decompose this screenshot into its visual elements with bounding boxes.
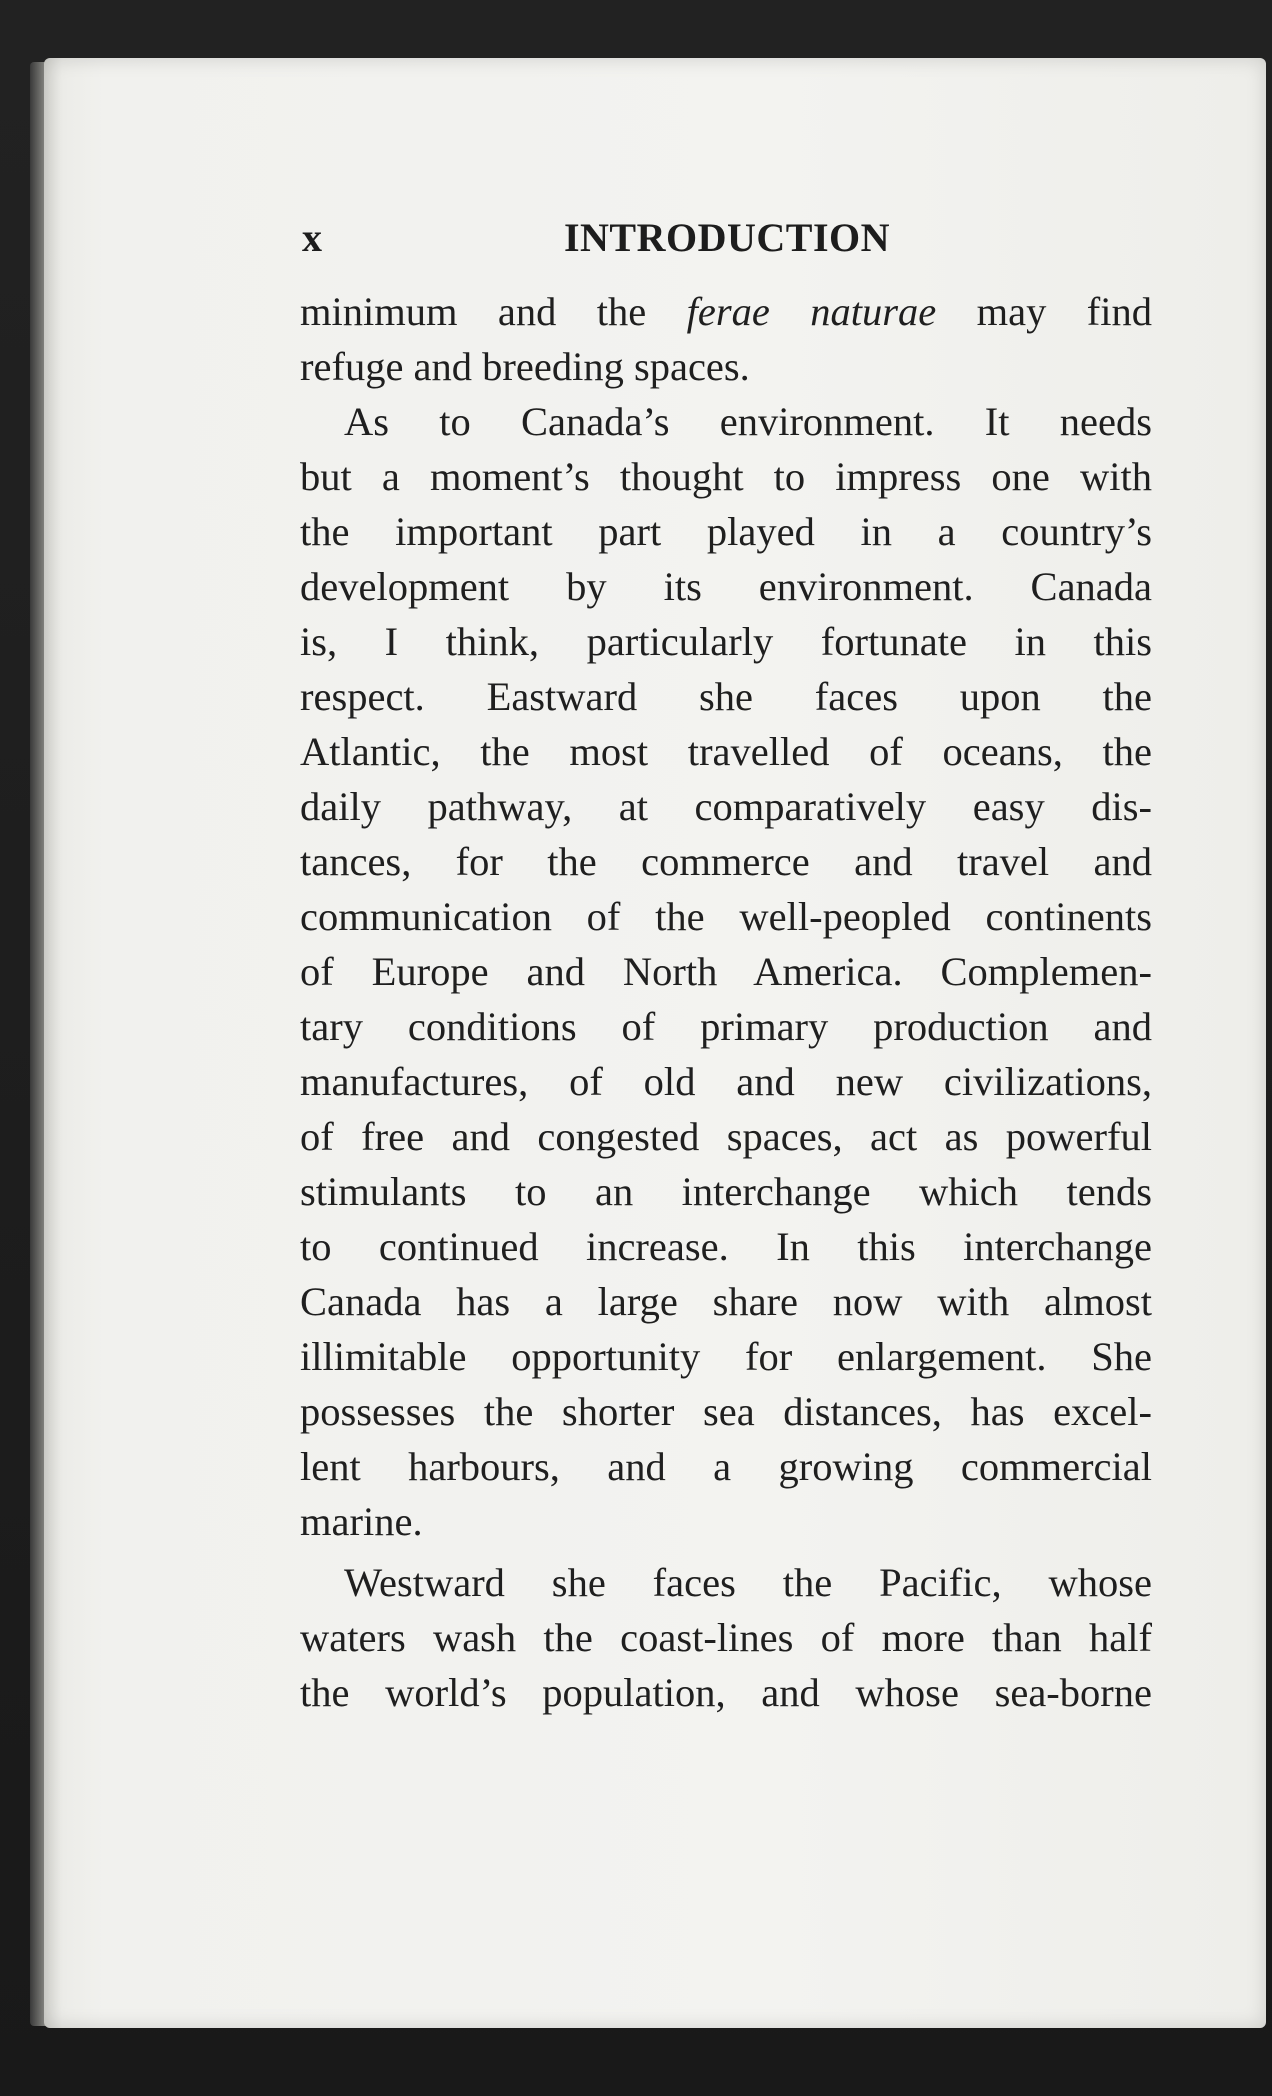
text-line: waters wash the coast-lines of more than half xyxy=(300,1615,1152,1660)
text-line: Atlantic, the most travelled of oceans, the xyxy=(300,729,1152,774)
text-line: of Europe and North America. Complemen- xyxy=(300,949,1152,994)
text-line: stimulants to an interchange which tends xyxy=(300,1169,1152,1214)
text-line: but a moment’s thought to impress one with xyxy=(300,454,1152,499)
text-line: tances, for the commerce and travel and xyxy=(300,839,1152,884)
text-line: possesses the shorter sea distances, has excel- xyxy=(300,1389,1152,1434)
body-text xyxy=(300,284,1152,1720)
text-line: development by its environment. Canada xyxy=(300,564,1152,609)
running-title: INTRODUCTION xyxy=(563,215,891,260)
text-line: Westward she faces the Pacific, whose xyxy=(344,1560,1152,1605)
italic-latin-term: ferae naturae xyxy=(686,289,937,334)
text-line: of free and congested spaces, act as powerful xyxy=(300,1114,1152,1159)
page-header xyxy=(302,214,1152,274)
text-line: tary conditions of primary production and xyxy=(300,1004,1152,1049)
text-line: daily pathway, at comparatively easy dis- xyxy=(300,784,1152,829)
text-line: the world’s population, and whose sea-borne xyxy=(300,1670,1152,1715)
text-line: As to Canada’s environment. It needs xyxy=(344,399,1152,444)
text-line: illimitable opportunity for enlargement. She xyxy=(300,1334,1152,1379)
page-number: x xyxy=(302,215,322,260)
text-line: is, I think, particularly fortunate in this xyxy=(300,619,1152,664)
text-line: Canada has a large share now with almost xyxy=(300,1279,1152,1324)
text-line: communication of the well-peopled continents xyxy=(300,894,1152,939)
text-line: manufactures, of old and new civilizations, xyxy=(300,1059,1152,1104)
text-line: to continued increase. In this interchange xyxy=(300,1224,1152,1269)
text-line: refuge and breeding spaces. xyxy=(300,344,750,389)
text-line: the important part played in a country’s xyxy=(300,509,1152,554)
text-line: minimum and the ferae naturae may find xyxy=(300,289,1152,334)
text-line: lent harbours, and a growing commercial xyxy=(300,1444,1152,1489)
text-line: respect. Eastward she faces upon the xyxy=(300,674,1152,719)
text-line: marine. xyxy=(300,1499,423,1544)
